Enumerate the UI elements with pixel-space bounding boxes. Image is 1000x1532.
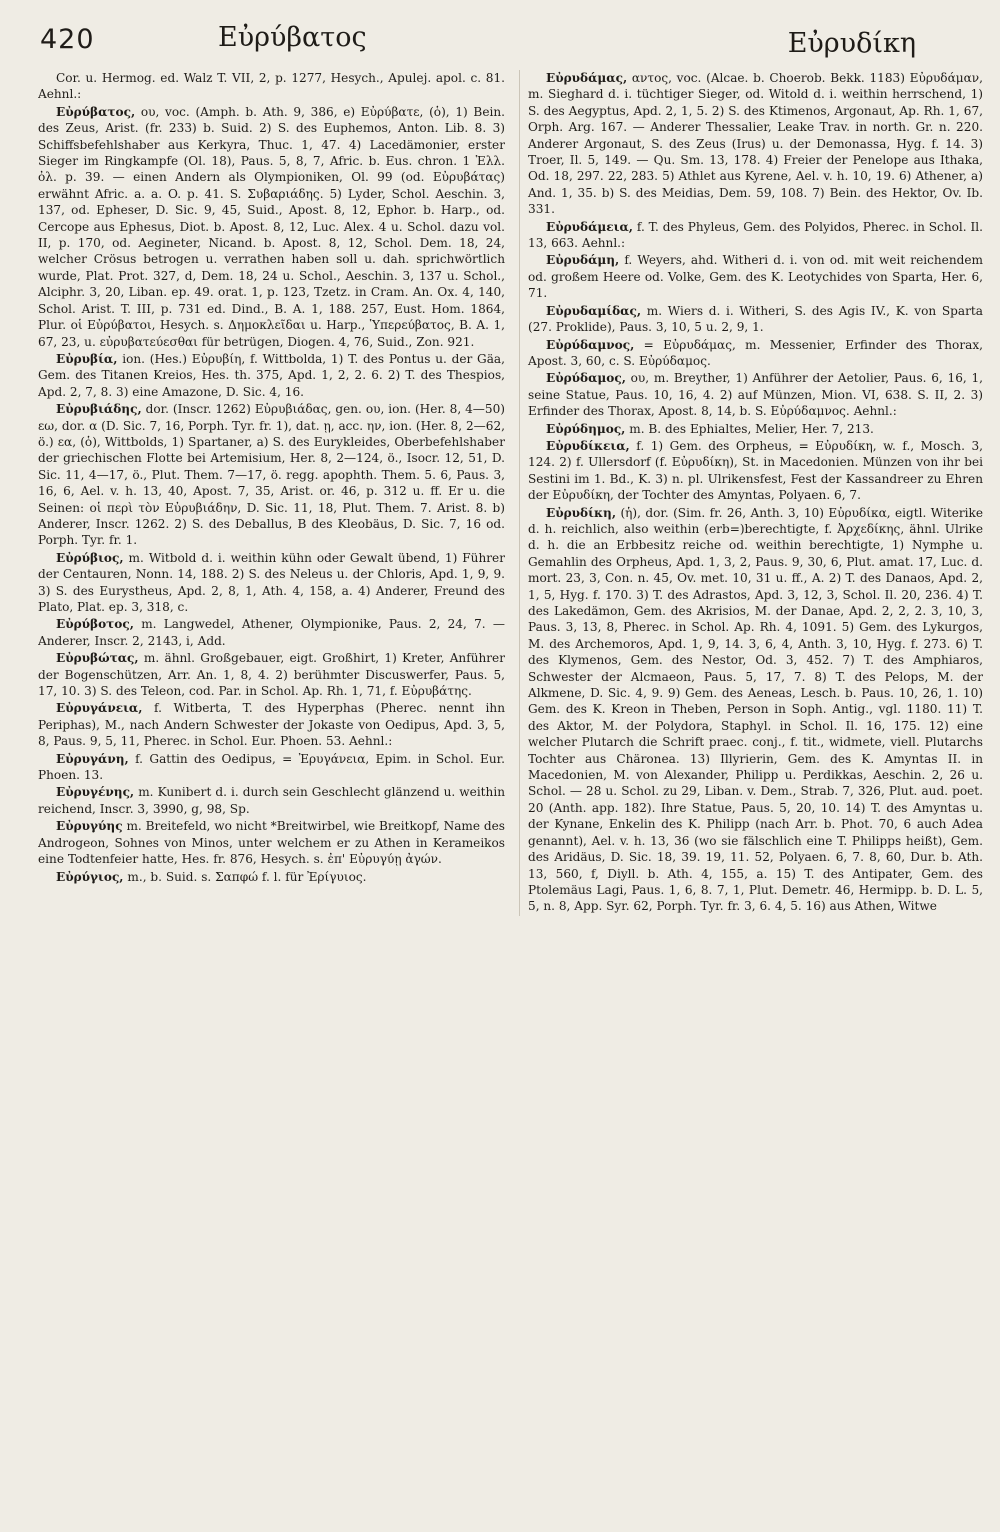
entry-text: m. Witbold d. i. weithin kühn oder Gewalt übend, 1) Führer der Centauren, Nonn. 14, 188. 2) S. des Neleus u. der Chloris, Apd. 1, 9, 9. 3) S. des Eurystheus, Apd. 2, 8, 1, Ath. 4, 158, a. 4) Anderer, Freund des Plato, Plat. ep. 3, 318, c.: [38, 550, 505, 614]
entry-text: Cor. u. Hermog. ed. Walz T. VII, 2, p. 1277, Hesych., Apulej. apol. c. 81. Aehnl.:: [38, 71, 505, 102]
entry-text: f. 1) Gem. des Orpheus, = Εὐρυδίκη, w. f., Mosch. 3, 124. 2) f. Ullersdorf (f. Εὐρυδίκη), St. in Macedonien. Münzen von ihr bei Sestini im 1. Bd., K. 3) n. pl. Ulrikensfest, Fest der Kassandreer zu Ehren der Εὐρυδίκη, der Tochter des Amyntas, Polyaen. 6, 7.: [528, 438, 983, 503]
entry-text: αντος, voc. (Alcae. b. Choerob. Bekk. 1183) Εὐρυδάμαν, m. Sieghard d. i. tüchtiger Sieger, od. Witold d. i. weithin herrschend, 1) S. des Aegyptus, Apd. 2, 1, 5. 2) S. des Ktimenos, Argonaut, Ap. Rh. 1, 67, Orph. Arg. 167. — Anderer Thessalier, Leake Trav. in north. Gr. n. 220. Anderer Argonaut, S. des Zeus (Irus) u. der Demonassa, Hyg. f. 14. 3) Troer, Il. 5, 149. — Qu. Sm. 13, 178. 4) Freier der Penelope aus Ithaka, Od. 18, 297. 22, 283. 5) Athlet aus Kyrene, Ael. v. h. 10, 19. 6) Athener, a) And. 1, 35. b) S. des Meidias, Dem. 59, 108. 7) Bein. des Hektor, Ov. Ib. 331.: [528, 71, 983, 217]
entry-headword: Εὐρυδάμη,: [546, 253, 620, 268]
page-number: 420: [40, 24, 95, 55]
dictionary-entry: [38, 700, 505, 749]
entry-headword: Εὐρύδημος,: [546, 421, 626, 436]
entry-text: f. Witberta, T. des Hyperphas (Pherec. nennt ihn Periphas), M., nach Andern Schwester der Jokaste von Oedipus, Apd. 3, 5, 8, Paus. 9, 5, 11, Pherec. in Schol. Eur. Phoen. 53. Aehnl.:: [38, 701, 505, 749]
entry-text: m. Kunibert d. i. durch sein Geschlecht glänzend u. weithin reichend, Inscr. 3, 3990, g, 98, Sp.: [38, 785, 505, 816]
entry-text: f. Weyers, ahd. Witheri d. i. von od. mit weit reichendem od. großem Heere od. Volke, Gem. des K. Leotychides von Sparta, Her. 6, 71.: [528, 253, 983, 301]
dictionary-entry: [528, 505, 983, 915]
entry-headword: Εὐρύβατος,: [56, 104, 136, 119]
entry-text: (ἡ), dor. (Sim. fr. 26, Anth. 3, 10) Εὐρυδίκα, eigtl. Witerike d. h. reichlich, also weithin (erb=)berechtigte, f. Ἀρχεδίκης, ähnl. Ulrike d. h. die an Erbbesitz reiche od. weithin berechtigte, 1) Nymphe u. Gemahlin des Orpheus, Apd. 1, 3, 2, Paus. 9, 30, 6, Plut. amat. 17, Luc. d. mort. 23, 3, Con. n. 45, Ov. met. 10, 31 u. ff., A. 2) T. des Danaos, Apd. 2, 1, 5, Hyg. f. 170. 3) T. des Adrastos, Apd. 3, 12, 3, Schol. Il. 20, 236. 4) T. des Lakedämon, Gem. des Akrisios, M. der Danae, Apd. 2, 2, 2. 3, 10, 3, Paus. 3, 13, 8, Pherec. in Schol. Ap. Rh. 4, 1091. 5) Gem. des Lykurgos, M. des Archemoros, Apd. 1, 9, 14. 3, 6, 4, Anth. 3, 10, Hyg. f. 273. 6) T. des Klymenos, Gem. des Nestor, Od. 3, 452. 7) T. des Amphiaros, Schwester der Alcmaeon, Paus. 5, 17, 7. 8) T. des Pelops, M. der Alkmene, D. Sic. 4, 9. 9) Gem. des Aeneas, Lesch. b. Paus. 10, 26, 1. 10) Gem. des K. Kreon in Theben, Person in Soph. Antig., vgl. 1180. 11) T. des Aktor, M. der Polydora, Staphyl. in Schol. Il. 16, 175. 12) eine welcher Plutarch die Schrift praec. conj., f. tit., widmete, viell. Plutarchs Tochter aus Chäronea. 13) Illyrierin, Gem. des K. Amyntas II. in Macedonien, M. von Alexander, Philipp u. Perdikkas, Aeschin. 2, 26 u. Schol. — 28 u. Schol. zu 29, Liban. v. Dem., Strab. 7, 326, Plut. aud. poet. 20 (Anth. app. 182). Ihre Statue, Paus. 5, 20, 10. 14) T. des Amyntas u. der Kynane, Enkelin des K. Philipp (nach Arr. b. Phot. 70, 6 auch Adea genannt), Ael. v. h. 13, 36 (wo sie fälschlich eine T. Philipps heißt), Gem. des Aridäus, D. Sic. 18, 39. 19, 11. 52, Polyaen. 6, 7. 8, 60, Dur. b. Ath. 13, 560, f, Diyll. b. Ath. 4, 155, a. 15) T. des Antipater, Gem. des Ptolemäus Lagi, Paus. 1, 6, 8. 7, 1, Plut. Demetr. 46, Hermipp. b. D. L. 5, 5, n. 8, App. Syr. 62, Porph. Tyr. fr. 3, 6. 4, 5. 16) aus Athen, Witwe: [528, 505, 983, 914]
entry-text: f. T. des Phyleus, Gem. des Polyidos, Pherec. in Schol. Il. 13, 663. Aehnl.:: [528, 219, 983, 251]
entry-headword: Εὐρυγένης,: [56, 785, 135, 800]
dictionary-entry: [38, 550, 505, 616]
entry-text: m. Breitefeld, wo nicht *Breitwirbel, wie Breitkopf, Name des Androgeon, Sohnes von Minos, unter welchem er zu Athen in Kerameikos eine Todtenfeier hatte, Hes. fr. 876, Hesych. s. ἐπ' Εὐρυγύῃ ἀγών.: [38, 819, 505, 867]
right-column: [519, 70, 983, 916]
entry-headword: Εὐρυβία,: [56, 351, 118, 366]
right-running-head: Εὐρυδίκη: [787, 28, 916, 59]
dictionary-entry: [38, 351, 505, 400]
dictionary-entry: [38, 869, 505, 885]
entry-text: m. Langwedel, Athener, Olympionike, Paus. 2, 24, 7. — Anderer, Inscr. 2, 2143, i, Add.: [38, 617, 505, 648]
entry-headword: Εὐρυδάμας,: [546, 71, 628, 85]
entry-text: ου, voc. (Amph. b. Ath. 9, 386, e) Εὐρύβατε, (ὁ), 1) Bein. des Zeus, Arist. (fr. 233) b. Suid. 2) S. des Euphemos, Anton. Lib. 8. 3) Schiffsbefehlshaber aus Kerkyra, Thuc. 1, 47. 4) Lacedämonier, erster Sieger im Ringkampfe (Ol. 18), Paus. 5, 8, 7, Afric. b. Eus. chron. 1 Ἑλλ. ὀλ. p. 39. — einen Andern als Olympioniken, Ol. 99 (od. Εὐρυβάτας) erwähnt Afric. a. a. O. p. 41. S. Συβαριάδης. 5) Lyder, Schol. Aeschin. 3, 137, od. Epheser, D. Sic. 9, 45, Suid., Apost. 8, 12, Ephor. b. Harp., od. Cercope aus Ephesus, Diot. b. Apost. 8, 12, Luc. Alex. 4 u. Schol. dazu vol. II, p. 170, od. Aegineter, Nicand. b. Apost. 8, 12, Schol. Dem. 18, 24, welcher Crösus betrogen u. verrathen haben soll u. dah. sprichwörtlich wurde, Plat. Prot. 327, d, Dem. 18, 24 u. Schol., Aeschin. 3, 137 u. Schol., Alciphr. 3, 20, Liban. ep. 49. orat. 1, p. 123, Tzetz. in Cram. An. Ox. 4, 140, Schol. Arist. T. III, p. 731 ed. Dind., B. A. 1, 188. 257, Eust. Hom. 1864, Plur. οἱ Εὐρύβατοι, Hesych. s. Δημοκλεῖδαι u. Harp., Ὑπερεύβατος, B. A. 1, 67, 23, u. εὐρυβατεύεσθαι für betrügen, Diogen. 4, 76, Suid., Zon. 921.: [38, 104, 505, 349]
dictionary-entry: [528, 70, 983, 218]
entry-headword: Εὐρύβοτος,: [56, 617, 134, 632]
entry-text: ion. (Hes.) Εὐρυβίη, f. Wittbolda, 1) T. des Pontus u. der Gäa, Gem. des Titanen Kreios, Hes. th. 375, Apd. 1, 2, 2. 6. 2) T. des Thespios, Apd. 2, 7, 8. 3) eine Amazone, D. Sic. 4, 16.: [38, 351, 505, 399]
dictionary-entry: [38, 104, 505, 350]
dictionary-entry: [528, 370, 983, 419]
dictionary-entry: [528, 337, 983, 370]
entry-text: dor. (Inscr. 1262) Εὐρυβιάδας, gen. ου, ion. (Her. 8, 4—50) εω, dor. α (D. Sic. 7, 16, Porph. Tyr. fr. 1), dat. ῃ, acc. ην, ion. (Her. 8, 2—62, ö.) εα, (ὁ), Wittbolds, 1) Spartaner, a) S. des Eurykleides, Oberbefehlshaber der griechischen Flotte bei Artemisium, Her. 8, 2—124, ö., Isocr. 12, 51, D. Sic. 11, 4—17, ö., Plut. Them. 7—17, ö. regg. apophth. Them. 5. 6, Paus. 3, 16, 6, Ael. v. h. 13, 40, Apost. 7, 35, Arist. or. 46, p. 312 u. ff. Er u. die Seinen: οἱ περὶ τὸν Εὐρυβιάδην, D. Sic. 11, 18, Plut. Them. 7. Arist. 8. b) Anderer, Inscr. 1262. 2) S. des Deballus, B des Kleobäus, D. Sic. 7, 16 od. Porph. Tyr. fr. 1.: [38, 402, 505, 548]
dictionary-entry: [528, 438, 983, 504]
entry-headword: Εὐρυγύης: [56, 819, 123, 834]
dictionary-entry: [528, 421, 983, 437]
entry-headword: Εὐρυδίκεια,: [546, 438, 630, 453]
dictionary-entry: [528, 219, 983, 252]
entry-headword: Εὐρύδαμνος,: [546, 337, 635, 352]
entry-headword: Εὐρύδαμος,: [546, 371, 626, 386]
dictionary-entry: [38, 818, 505, 867]
entry-headword: Εὐρυβώτας,: [56, 651, 139, 666]
entry-headword: Εὐρυβιάδης,: [56, 402, 142, 417]
page-header: [38, 18, 986, 64]
left-running-head: Εὐρύβατος: [218, 22, 367, 53]
entry-headword: Εὐρυδάμεια,: [546, 219, 633, 234]
dictionary-entry: [38, 751, 505, 784]
entry-headword: Εὐρυγάνη,: [56, 751, 129, 766]
entry-text: m. B. des Ephialtes, Melier, Her. 7, 213.: [629, 421, 874, 436]
text-columns: [38, 70, 986, 916]
entry-headword: Εὐρύβιος,: [56, 550, 124, 565]
entry-text: m. ähnl. Großgebauer, eigt. Großhirt, 1) Kreter, Anführer der Bogenschützen, Arr. An. 1, 8, 4. 2) berühmter Discuswerfer, Paus. 5, 17, 10. 3) S. des Teleon, cod. Par. in Schol. Ap. Rh. 1, 71, f. Εὐρυβάτης.: [38, 651, 505, 699]
entry-headword: Εὐρυδίκη,: [546, 505, 617, 520]
entry-text: = Εὐρυδάμας, m. Messenier, Erfinder des Thorax, Apost. 3, 60, c. S. Εὐρύδαμος.: [528, 337, 983, 368]
left-column: [38, 70, 505, 916]
dictionary-entry: [38, 616, 505, 649]
entry-headword: Εὐρυγάνεια,: [56, 701, 143, 716]
entry-text: f. Gattin des Oedipus, = Ἐρυγάνεια, Epim. in Schol. Eur. Phoen. 13.: [38, 751, 505, 783]
entry-headword: Εὐρύγιος,: [56, 869, 124, 884]
entry-headword: Εὐρυδαμίδας,: [546, 303, 642, 318]
entry-text: m., b. Suid. s. Σαπφώ f. l. für Ἐρίγυιος.: [127, 869, 367, 884]
dictionary-entry: [38, 401, 505, 549]
dictionary-entry: [38, 650, 505, 699]
dictionary-entry: [528, 252, 983, 301]
dictionary-entry: [38, 784, 505, 817]
entry-text: ου, m. Breyther, 1) Anführer der Aetolier, Paus. 6, 16, 1, seine Statue, Paus. 10, 16, 4. 2) auf Münzen, Mion. VI, 638. S. II, 2. 3) Erfinder des Thorax, Apost. 8, 14, b. S. Εὐρύδαμνος. Aehnl.:: [528, 371, 983, 419]
dictionary-entry: [528, 303, 983, 336]
dictionary-entry: [38, 70, 505, 103]
entry-text: m. Wiers d. i. Witheri, S. des Agis IV., K. von Sparta (27. Proklide), Paus. 3, 10, 5 u. 2, 9, 1.: [528, 303, 983, 335]
